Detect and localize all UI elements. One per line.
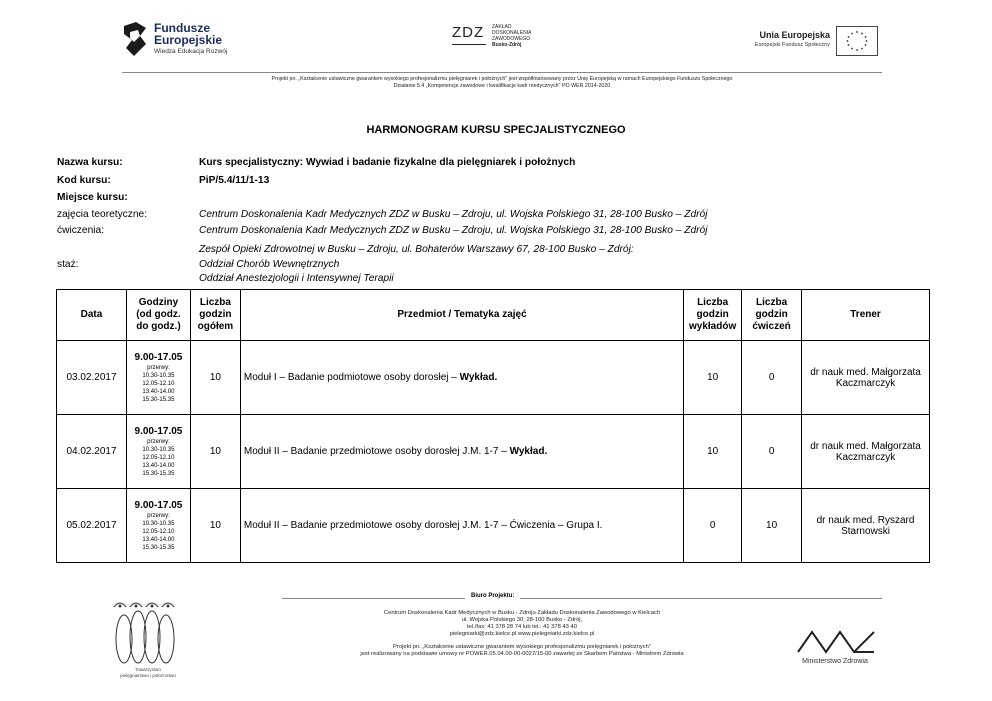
exercises-place: Centrum Doskonalenia Kadr Medycznych ZDZ w Busku – Zdroju, ul. Wojska Polskiego 31, 28-100 Busko – Zdrój	[199, 225, 708, 236]
row-lectures: 0	[684, 489, 742, 563]
header-total: Liczba godzin ogółem	[190, 290, 240, 341]
eu-flag-icon	[836, 26, 878, 56]
project-info: Projekt pn. „Kształcenie ustawiczne gwarantem wysokiego profesjonalizmu pielęgniarek i położnych" jest współfinansowany przez Unię Europejską w ramach Europejskiego Funduszu Społecznego Działanie 5.4 „Kompetencje zawodowe i kwalifikacje kadr medycznych" PO WER 2014-2020	[271, 76, 733, 89]
row-subject: Moduł II – Badanie przedmiotowe osoby dorosłej J.M. 1-7 – Wykład.	[240, 415, 683, 489]
row-total: 10	[190, 341, 240, 415]
table-row	[57, 489, 930, 563]
zdz-logo	[452, 22, 562, 62]
ministerstwo-zdrowia-logo	[790, 626, 880, 666]
footer-address: Centrum Doskonalenia Kadr Medycznych w Busku - Zdroju Zakładu Doskonalenia Zawodowego w Kielcach ul. Wojska Polskiego 30; 28-100 Busko - Zdrój, tel./fax: 41 378 28 74 lub tel.: 41 378 43 40 pielegniarki@zdz.kielce.pl www.pielegniarki.zdz.kielce.pl Projekt pn. „Kształcenie ustawiczne gwarantem wysokiego profesjonalizmu pielęgniarek i położnych" jest realizowany na podstawie umowy nr POWER.05.04.00-00-0027/15-00 zawartej ze Skarbem Państwa - Ministrem Zdrowia	[360, 610, 684, 657]
internship-place-2: Oddział Chorób Wewnętrznych	[199, 259, 340, 270]
mz-text: Ministerstwo Zdrowia	[802, 658, 868, 665]
header-rule	[122, 72, 882, 73]
fe-text-1: Fundusze	[154, 21, 210, 35]
header-trainer: Trener	[802, 290, 930, 341]
internship-place-3: Oddział Anestezjologii i Intensywnej Terapii	[199, 273, 394, 284]
row-trainer: dr nauk med. Małgorzata Kaczmarczyk	[802, 415, 930, 489]
header-lectures: Liczba godzin wykładów	[684, 290, 742, 341]
zdz-letters: ZDZ	[452, 24, 485, 41]
row-total: 10	[190, 415, 240, 489]
course-name: Kurs specjalistyczny: Wywiad i badanie fizykalne dla pielęgniarek i położnych	[199, 157, 576, 168]
fe-text-2: Europejskie	[154, 33, 223, 47]
row-subject: Moduł II – Badanie przedmiotowe osoby dorosłej J.M. 1-7 – Ćwiczenia – Grupa I.	[240, 489, 683, 563]
header-exercises: Liczba godzin ćwiczeń	[742, 290, 802, 341]
fe-text-3: Wiedza Edukacja Rozwój	[154, 48, 228, 55]
nursing-society-text: Towarzystwo pielęgniarstwo i położnictwo	[120, 667, 176, 678]
row-exercises: 0	[742, 415, 802, 489]
row-trainer: dr nauk med. Ryszard Starnowski	[802, 489, 930, 563]
row-date: 04.02.2017	[57, 415, 127, 489]
row-total: 10	[190, 489, 240, 563]
fundusze-europejskie-logo	[122, 18, 262, 64]
row-lectures: 10	[684, 341, 742, 415]
mz-mark-icon	[790, 626, 880, 656]
zdz-subtext: ZAKŁAD DOSKONALENIA ZAWODOWEGO Busko-Zdrój	[492, 24, 532, 48]
table-row	[57, 415, 930, 489]
course-code-label: Kod kursu:	[57, 175, 111, 186]
table-row	[57, 341, 930, 415]
nursing-society-logo	[108, 597, 188, 682]
header-subject: Przedmiot / Tematyka zajęć	[240, 290, 683, 341]
row-subject: Moduł I – Badanie podmiotowe osoby dorosłej – Wykład.	[240, 341, 683, 415]
theory-place: Centrum Doskonalenia Kadr Medycznych ZDZ w Busku – Zdroju, ul. Wojska Polskiego 31, 28-100 Busko – Zdrój	[199, 209, 708, 220]
internship-place-1: Zespół Opieki Zdrowotnej w Busku – Zdroju, ul. Bohaterów Warszawy 67, 28-100 Busko – Zdrój:	[199, 244, 634, 255]
internship-label: staż:	[57, 259, 79, 270]
row-date: 05.02.2017	[57, 489, 127, 563]
row-hours: 9.00-17.05 przerwy: 10.30-10.35 12.05-12.10 13.40-14.00 15.30-15.35	[126, 415, 190, 489]
row-lectures: 10	[684, 415, 742, 489]
unia-europejska-logo	[720, 26, 880, 56]
course-place-label: Miejsce kursu:	[57, 192, 128, 203]
footer-rule	[282, 598, 882, 599]
row-hours: 9.00-17.05 przerwy: 10.30-10.35 12.05-12.10 13.40-14.00 15.30-15.35	[126, 341, 190, 415]
course-name-label: Nazwa kursu:	[57, 157, 123, 168]
fe-star-icon	[122, 22, 148, 56]
ue-text-1: Unia Europejska	[759, 30, 830, 40]
row-trainer: dr nauk med. Małgorzata Kaczmarczyk	[802, 341, 930, 415]
exercises-label: ćwiczenia:	[57, 225, 104, 236]
row-exercises: 0	[742, 341, 802, 415]
course-code: PiP/5.4/11/1-13	[199, 175, 270, 186]
header-hours: Godziny (od godz. do godz.)	[126, 290, 190, 341]
nursing-society-icon	[108, 597, 188, 667]
document-title: HARMONOGRAM KURSU SPECJALISTYCZNEGO	[366, 124, 626, 136]
schedule-table	[56, 289, 930, 563]
header-date: Data	[57, 290, 127, 341]
row-date: 03.02.2017	[57, 341, 127, 415]
row-hours: 9.00-17.05 przerwy: 10.30-10.35 12.05-12.10 13.40-14.00 15.30-15.35	[126, 489, 190, 563]
theory-label: zajęcia teoretyczne:	[57, 209, 148, 220]
table-header-row	[57, 290, 930, 341]
row-exercises: 10	[742, 489, 802, 563]
biuro-label: Biuro Projektu:	[465, 593, 520, 599]
ue-text-2: Europejski Fundusz Społeczny	[754, 42, 830, 48]
zdz-underline	[452, 44, 486, 45]
